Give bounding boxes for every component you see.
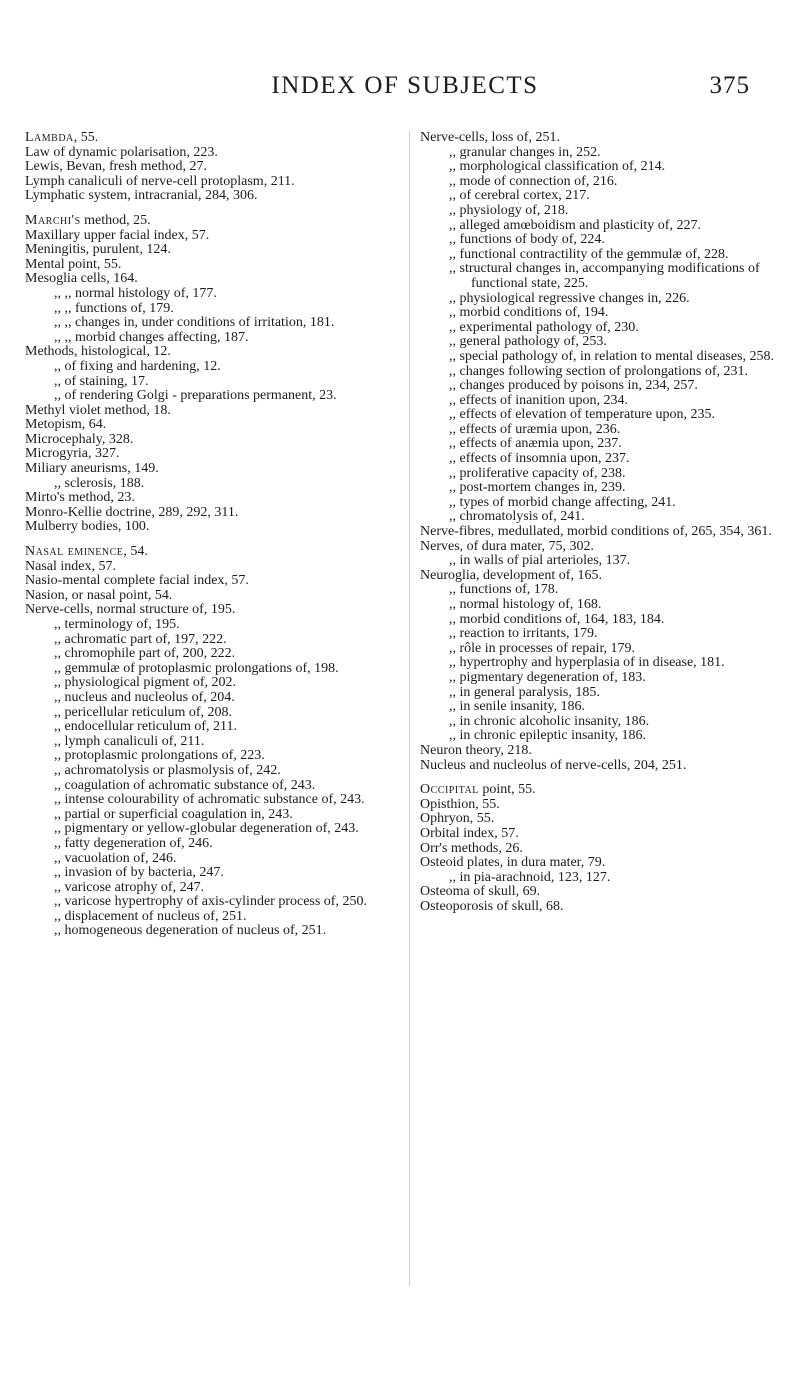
index-entry-text: ,, alleged amœboidism and plasticity of, 227. <box>449 217 701 233</box>
index-entry <box>420 321 795 336</box>
index-entry <box>25 160 401 175</box>
index-entry-text: , 54. <box>123 544 148 560</box>
index-entry-text: ,, effects of anæmia upon, 237. <box>449 436 622 452</box>
index-entry <box>25 633 401 648</box>
index-entry-text: Mesoglia cells, 164. <box>25 271 138 287</box>
index-entry <box>25 131 401 146</box>
index-entry <box>25 662 401 677</box>
index-entry <box>420 686 795 701</box>
index-entry-text: ,, of cerebral cortex, 217. <box>449 188 590 204</box>
index-entry-text: ,, hypertrophy and hyperplasia of in disease, 181. <box>449 655 725 671</box>
index-entry <box>25 345 401 360</box>
index-entry-text: Neuroglia, development of, 165. <box>420 567 602 583</box>
index-column-right <box>420 131 795 914</box>
index-entry <box>25 924 401 939</box>
index-entry <box>25 189 401 204</box>
index-entry <box>420 189 795 204</box>
index-entry <box>420 783 795 798</box>
index-entry <box>420 871 795 886</box>
index-entry-text: point, 55. <box>478 782 536 798</box>
index-entry-text: Mirto's method, 23. <box>25 490 135 506</box>
index-entry <box>25 881 401 896</box>
index-entry-text: ,, of staining, 17. <box>54 373 149 389</box>
index-entry-text: ,, types of morbid change affecting, 241. <box>449 494 676 510</box>
index-entry <box>420 900 795 915</box>
index-entry <box>420 856 795 871</box>
index-entry-text: ,, ,, functions of, 179. <box>54 300 174 316</box>
index-entry <box>420 759 795 774</box>
index-entry-text: Miliary aneurisms, 149. <box>25 461 159 477</box>
index-entry-text: ,, changes produced by poisons in, 234, 257. <box>449 378 698 394</box>
index-entry-text: ,, intense colourability of achromatic substance of, 243. <box>54 792 365 808</box>
index-entry <box>25 375 401 390</box>
index-entry-text: ,, pigmentary degeneration of, 183. <box>449 669 646 685</box>
index-entry <box>25 764 401 779</box>
index-entry <box>420 481 795 496</box>
index-entry-text: ,, ,, morbid changes affecting, 187. <box>54 329 249 345</box>
index-entry-text: ,, ,, changes in, under conditions of irritation, 181. <box>54 315 335 331</box>
index-entry-text: ,, physiology of, 218. <box>449 202 569 218</box>
index-entry-text: Maxillary upper facial index, 57. <box>25 227 210 243</box>
index-entry-text: Opisthion, 55. <box>420 796 500 812</box>
index-entry-text: ,, chromophile part of, 200, 222. <box>54 646 236 662</box>
index-entry <box>420 554 795 569</box>
index-entry-text: Mental point, 55. <box>25 256 122 272</box>
index-entry <box>420 423 795 438</box>
index-entry-text: ,, sclerosis, 188. <box>54 475 145 491</box>
index-entry <box>420 598 795 613</box>
index-entry-text: Methyl violet method, 18. <box>25 402 171 418</box>
index-entry <box>420 452 795 467</box>
index-entry <box>25 574 401 589</box>
index-entry <box>25 676 401 691</box>
index-entry-text: Osteoma of skull, 69. <box>420 884 541 900</box>
index-entry-text: ,, normal histology of, 168. <box>449 597 602 612</box>
index-entry-text: ,, mode of connection of, 216. <box>449 173 618 189</box>
index-entry-text: Ophryon, 55. <box>420 811 495 827</box>
index-entry <box>25 706 401 721</box>
index-entry-text: ,, morbid conditions of, 194. <box>449 305 609 321</box>
index-entry-text: ,, physiological pigment of, 202. <box>54 675 236 691</box>
index-entry-text: ,, pericellular reticulum of, 208. <box>54 704 233 720</box>
index-entry <box>25 447 401 462</box>
index-entry-text: ,, in walls of pial arterioles, 137. <box>449 553 631 569</box>
index-entry-text: ,, effects of uræmia upon, 236. <box>449 421 621 437</box>
index-column-left <box>25 131 401 939</box>
index-entry-text: ,, protoplasmic prolongations of, 223. <box>54 748 265 764</box>
index-entry <box>420 175 795 190</box>
index-entry-text: ,, displacement of nucleus of, 251. <box>54 908 247 924</box>
index-entry-text: ,, ,, normal histology of, 177. <box>54 285 217 301</box>
index-entry-text: ,, varicose atrophy of, 247. <box>54 879 205 895</box>
index-entry-text: ,, partial or superficial coagulation in, 243. <box>54 806 293 822</box>
index-entry-text: Nerve-fibres, medullated, morbid conditions of, 265, 354, 361. <box>420 524 772 540</box>
index-entry <box>25 302 401 317</box>
index-entry <box>25 589 401 604</box>
page-number: 375 <box>709 72 750 99</box>
index-entry-text: ,, special pathology of, in relation to mental diseases, 258. <box>449 348 775 364</box>
index-entry-text: ,, achromatolysis or plasmolysis of, 242. <box>54 762 281 778</box>
index-entry-text: ,, nucleus and nucleolus of, 204. <box>54 689 235 705</box>
index-entry-text: ,, of fixing and hardening, 12. <box>54 358 221 374</box>
index-entry <box>25 720 401 735</box>
index-entry-text: ,, proliferative capacity of, 238. <box>449 465 626 481</box>
index-entry-text: ,, effects of elevation of temperature upon, 235. <box>449 407 716 423</box>
index-entry <box>25 852 401 867</box>
index-entry <box>420 627 795 642</box>
index-entry <box>25 866 401 881</box>
index-entry-text: ,, effects of insomnia upon, 237. <box>449 451 630 467</box>
index-entry <box>420 812 795 827</box>
index-entry <box>25 433 401 448</box>
index-entry-text: ,, fatty degeneration of, 246. <box>54 835 213 851</box>
index-entry <box>25 735 401 750</box>
index-entry-text: Lymph canaliculi of nerve-cell protoplasm, 211. <box>25 173 295 189</box>
running-title: INDEX OF SUBJECTS <box>271 72 539 99</box>
index-entry <box>25 749 401 764</box>
index-entry <box>420 642 795 657</box>
index-entry <box>25 491 401 506</box>
index-entry-text: Mulberry bodies, 100. <box>25 519 150 535</box>
index-entry-text: Osteoid plates, in dura mater, 79. <box>420 855 606 871</box>
index-entry-text: ,, homogeneous degeneration of nucleus of, 251. <box>54 923 327 939</box>
index-entry <box>25 462 401 477</box>
index-entry <box>25 895 401 910</box>
index-entry <box>420 335 795 350</box>
index-entry <box>25 603 401 618</box>
index-entry <box>25 214 401 229</box>
page-header <box>60 72 750 102</box>
index-entry <box>420 613 795 628</box>
index-entry <box>420 525 795 540</box>
index-entry <box>25 175 401 190</box>
index-entry <box>420 798 795 813</box>
index-entry-text: ,, in chronic epileptic insanity, 186. <box>449 728 646 744</box>
index-entry-head: Marchi's <box>25 212 81 228</box>
index-entry <box>25 506 401 521</box>
index-entry <box>420 131 795 146</box>
index-entry <box>25 808 401 823</box>
index-entry <box>420 583 795 598</box>
index-entry-head: Nasal eminence <box>25 544 124 560</box>
index-entry <box>25 404 401 419</box>
index-entry <box>25 647 401 662</box>
index-entry-text: ,, reaction to irritants, 179. <box>449 626 598 642</box>
index-entry-text: ,, rôle in processes of repair, 179. <box>449 640 636 656</box>
index-entry-text: , 55. <box>73 130 99 145</box>
index-entry <box>25 793 401 808</box>
index-entry <box>25 287 401 302</box>
index-entry-text: Microcephaly, 328. <box>25 431 134 447</box>
index-entry-text: Neuron theory, 218. <box>420 742 532 758</box>
index-entry <box>420 394 795 409</box>
index-entry-text: ,, in chronic alcoholic insanity, 186. <box>449 713 650 729</box>
index-entry-text: Orr's methods, 26. <box>420 840 523 856</box>
index-entry-text: ,, varicose hypertrophy of axis-cylinder process of, 250. <box>54 894 367 910</box>
index-entry <box>25 360 401 375</box>
index-entry <box>25 146 401 161</box>
index-entry-text: ,, endocellular reticulum of, 211. <box>54 719 237 735</box>
index-entry <box>25 618 401 633</box>
index-entry <box>420 467 795 482</box>
index-entry <box>25 545 401 560</box>
index-entry <box>420 569 795 584</box>
index-entry <box>25 691 401 706</box>
index-entry <box>420 715 795 730</box>
index-entry-text: ,, gemmulæ of protoplasmic prolongations of, 198. <box>54 660 339 676</box>
index-entry-text: Meningitis, purulent, 124. <box>25 242 171 258</box>
index-entry-text: Nerve-cells, loss of, 251. <box>420 130 560 145</box>
column-divider <box>409 131 410 1286</box>
index-entry <box>420 842 795 857</box>
index-entry <box>420 510 795 525</box>
index-entry <box>420 204 795 219</box>
index-entry-text: Metopism, 64. <box>25 417 107 433</box>
index-entry-text: Orbital index, 57. <box>420 825 519 841</box>
index-entry <box>420 306 795 321</box>
index-entry <box>25 822 401 837</box>
index-entry <box>25 418 401 433</box>
index-entry <box>420 379 795 394</box>
index-entry <box>420 219 795 234</box>
index-entry <box>420 146 795 161</box>
index-entry <box>420 496 795 511</box>
index-entry-text: Osteoporosis of skull, 68. <box>420 898 564 914</box>
index-entry <box>420 248 795 263</box>
index-entry-text: ,, terminology of, 195. <box>54 617 180 632</box>
index-entry-text: ,, structural changes in, accompanying modifications of functional state, 225. <box>449 261 760 291</box>
index-entry-text: ,, effects of inanition upon, 234. <box>449 392 628 408</box>
index-entry-text: ,, granular changes in, 252. <box>449 144 601 160</box>
index-entry <box>420 365 795 380</box>
index-entry-text: ,, chromatolysis of, 241. <box>449 509 585 525</box>
index-entry-text: ,, general pathology of, 253. <box>449 334 607 350</box>
index-entry <box>420 671 795 686</box>
index-entry-text: ,, functional contractility of the gemmulæ of, 228. <box>449 246 729 262</box>
index-entry <box>25 910 401 925</box>
index-entry <box>420 233 795 248</box>
index-entry-text: Nasal index, 57. <box>25 558 116 574</box>
index-entry-text: ,, lymph canaliculi of, 211. <box>54 733 205 749</box>
index-entry-text: Lymphatic system, intracranial, 284, 306. <box>25 188 258 204</box>
index-entry-text: Lewis, Bevan, fresh method, 27. <box>25 159 207 175</box>
index-entry-text: Nerves, of dura mater, 75, 302. <box>420 538 594 554</box>
index-entry-text: ,, functions of, 178. <box>449 582 559 598</box>
index-entry <box>420 408 795 423</box>
index-entry <box>420 729 795 744</box>
index-entry <box>420 656 795 671</box>
index-entry-text: ,, changes following section of prolongations of, 231. <box>449 363 749 379</box>
index-entry-text: Nerve-cells, normal structure of, 195. <box>25 602 236 618</box>
index-entry-text: ,, experimental pathology of, 230. <box>449 319 639 335</box>
index-entry-text: ,, achromatic part of, 197, 222. <box>54 631 227 647</box>
index-entry <box>25 477 401 492</box>
index-entry-text: ,, pigmentary or yellow-globular degeneration of, 243. <box>54 821 359 837</box>
index-entry <box>420 540 795 555</box>
index-entry <box>25 243 401 258</box>
index-entry-text: ,, invasion of by bacteria, 247. <box>54 865 224 881</box>
index-entry <box>25 258 401 273</box>
index-entry-text: Law of dynamic polarisation, 223. <box>25 144 218 160</box>
index-entry <box>25 316 401 331</box>
index-entry-text: Microgyria, 327. <box>25 446 120 462</box>
index-entry-text: ,, in pia-arachnoid, 123, 127. <box>449 869 611 885</box>
index-entry <box>420 885 795 900</box>
index-entry <box>420 700 795 715</box>
index-entry <box>420 262 795 291</box>
index-entry <box>420 827 795 842</box>
index-entry <box>25 837 401 852</box>
index-entry <box>25 520 401 535</box>
index-entry <box>420 160 795 175</box>
index-entry <box>25 560 401 575</box>
index-entry-text: method, 25. <box>80 212 151 228</box>
index-entry-text: Methods, histological, 12. <box>25 344 171 360</box>
index-entry-head: Occipital <box>420 782 479 798</box>
index-entry <box>25 229 401 244</box>
index-entry-text: Monro-Kellie doctrine, 289, 292, 311. <box>25 504 239 520</box>
index-entry-text: ,, of rendering Golgi - preparations permanent, 23. <box>54 388 337 404</box>
index-entry-text: ,, physiological regressive changes in, 226. <box>449 290 690 306</box>
index-entry-text: ,, morbid conditions of, 164, 183, 184. <box>449 611 665 627</box>
index-entry-text: ,, coagulation of achromatic substance of, 243. <box>54 777 316 793</box>
index-entry <box>420 437 795 452</box>
index-entry-head: Lambda <box>25 130 74 145</box>
index-entry-text: Nucleus and nucleolus of nerve-cells, 204, 251. <box>420 757 687 773</box>
index-entry <box>420 744 795 759</box>
index-entry-text: ,, functions of body of, 224. <box>449 232 605 248</box>
index-entry <box>25 272 401 287</box>
index-entry-text: ,, morphological classification of, 214. <box>449 159 666 175</box>
index-entry-text: Nasio-mental complete facial index, 57. <box>25 573 249 589</box>
index-entry-text: ,, in general paralysis, 185. <box>449 684 600 700</box>
index-entry <box>420 292 795 307</box>
index-entry-text: ,, post-mortem changes in, 239. <box>449 480 626 496</box>
index-entry <box>25 779 401 794</box>
index-entry-text: ,, in senile insanity, 186. <box>449 699 585 715</box>
index-entry-text: Nasion, or nasal point, 54. <box>25 587 173 603</box>
index-entry <box>420 350 795 365</box>
index-entry-text: ,, vacuolation of, 246. <box>54 850 177 866</box>
index-entry <box>25 331 401 346</box>
index-entry <box>25 389 401 404</box>
